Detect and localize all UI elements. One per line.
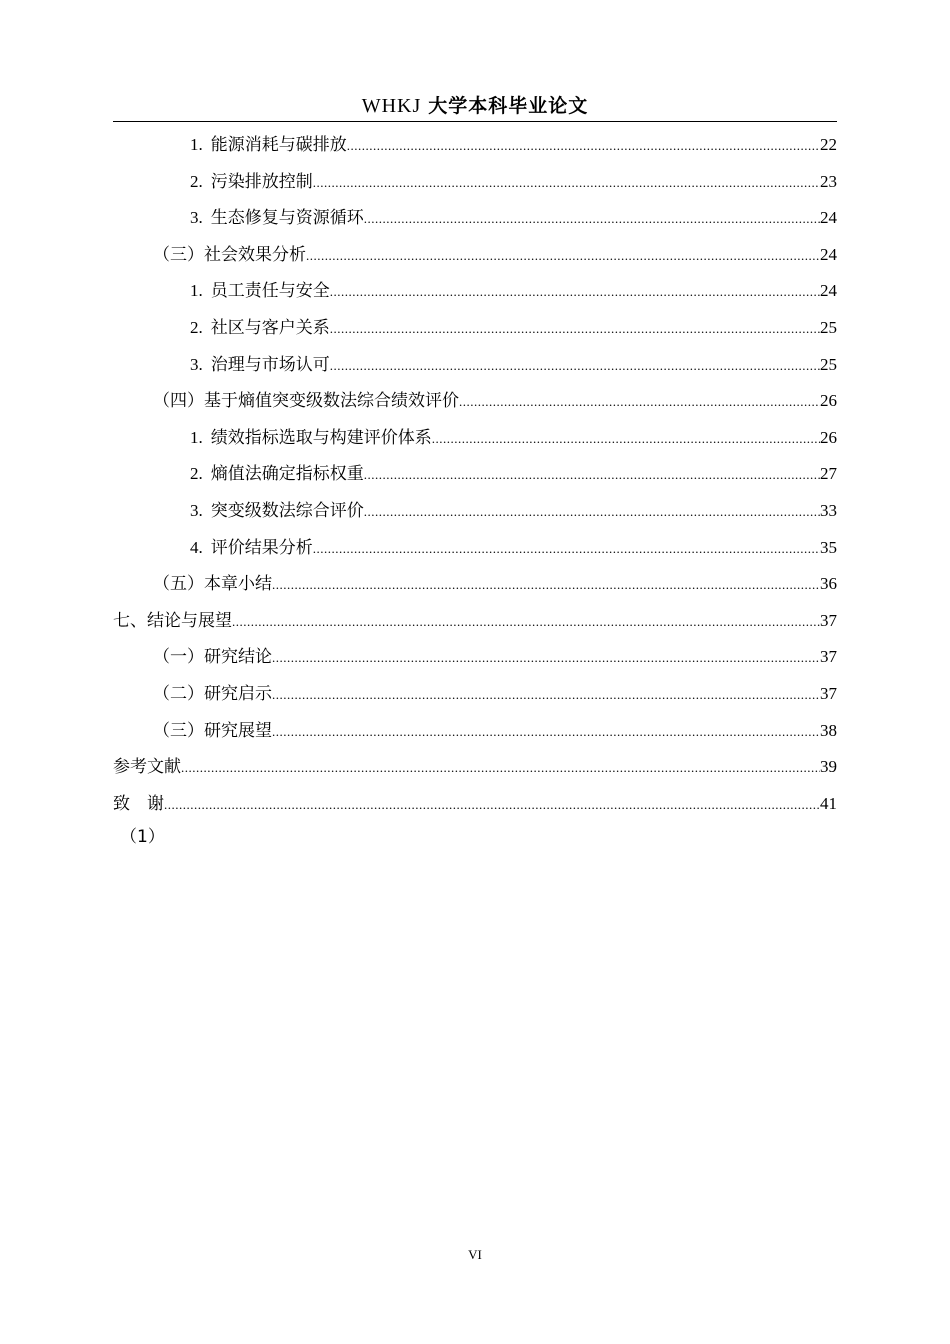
table-of-contents <box>113 127 837 822</box>
toc-entry-page: 38 <box>820 720 837 740</box>
toc-entry-page: 22 <box>820 135 837 154</box>
toc-entry-title: （四）基于熵值突变级数法综合绩效评价 <box>153 391 459 412</box>
footnote-marker: （1） <box>120 827 165 847</box>
toc-entry[interactable] <box>113 493 837 530</box>
header-title-cjk: 大学本科毕业论文 <box>428 95 589 117</box>
toc-entry-page: 36 <box>820 574 837 594</box>
toc-leader-dots <box>272 640 820 677</box>
toc-entry[interactable] <box>113 713 837 750</box>
toc-entry-page: 39 <box>820 757 837 777</box>
toc-leader-dots <box>272 677 820 714</box>
toc-entry-title: 绩效指标选取与构建评价体系 <box>210 427 432 448</box>
toc-entry-number: 3. <box>190 208 203 228</box>
toc-entry-title: 能源消耗与碳排放 <box>210 135 347 155</box>
toc-entry-title: 治理与市场认可 <box>210 354 330 375</box>
toc-entry-title: 突变级数法综合评价 <box>210 500 364 521</box>
toc-entry-number: 2. <box>190 464 203 484</box>
toc-entry-title: 员工责任与安全 <box>210 281 330 302</box>
toc-entry-number: 4. <box>190 537 203 557</box>
toc-entry-page: 25 <box>820 317 837 337</box>
toc-entry-title: 七、结论与展望 <box>113 610 232 631</box>
toc-entry-number: 1. <box>190 427 203 447</box>
toc-entry-title: 社区与客户关系 <box>210 317 330 338</box>
toc-leader-dots <box>164 787 820 824</box>
toc-leader-dots <box>364 201 820 238</box>
toc-entry-title: （三）社会效果分析 <box>153 244 306 265</box>
toc-entry-title: 参考文献 <box>113 757 181 778</box>
toc-entry-page: 26 <box>820 391 837 411</box>
toc-entry-page: 33 <box>820 500 837 520</box>
toc-entry-page: 41 <box>820 793 837 813</box>
toc-entry[interactable] <box>113 603 837 640</box>
toc-leader-dots <box>330 311 820 348</box>
toc-entry-number: 1. <box>190 281 203 301</box>
toc-entry-title: 熵值法确定指标权重 <box>210 464 364 485</box>
toc-entry[interactable] <box>113 786 837 823</box>
toc-entry-page: 37 <box>820 683 837 703</box>
toc-leader-dots <box>306 238 820 275</box>
toc-entry-page: 24 <box>820 244 837 264</box>
toc-leader-dots <box>330 274 820 311</box>
toc-leader-dots <box>181 750 820 787</box>
toc-entry[interactable] <box>113 456 837 493</box>
toc-leader-dots <box>364 494 820 531</box>
toc-entry-number: 2. <box>190 317 203 337</box>
toc-entry-number: 1. <box>190 135 203 154</box>
toc-entry-page: 26 <box>820 427 837 447</box>
toc-entry-page: 24 <box>820 281 837 301</box>
toc-entry-page: 27 <box>820 464 837 484</box>
toc-leader-dots <box>347 128 820 165</box>
toc-entry[interactable] <box>113 749 837 786</box>
toc-entry-page: 37 <box>820 610 837 630</box>
toc-entry[interactable] <box>113 200 837 237</box>
toc-entry[interactable] <box>113 420 837 457</box>
toc-entry[interactable] <box>113 347 837 384</box>
toc-entry[interactable] <box>113 566 837 603</box>
toc-leader-dots <box>432 421 820 458</box>
toc-entry[interactable] <box>113 530 837 567</box>
toc-entry[interactable] <box>113 237 837 274</box>
toc-entry-title: （三）研究展望 <box>153 720 272 741</box>
toc-entry-title: 评价结果分析 <box>210 537 313 558</box>
toc-leader-dots <box>272 714 820 751</box>
toc-entry-title: 污染排放控制 <box>210 171 313 192</box>
toc-leader-dots <box>364 457 820 494</box>
toc-entry-title: （二）研究启示 <box>153 683 272 704</box>
toc-entry-page: 37 <box>820 647 837 667</box>
toc-leader-dots <box>330 348 820 385</box>
toc-entry-page: 25 <box>820 354 837 374</box>
toc-entry-title: 生态修复与资源循环 <box>210 208 364 229</box>
toc-entry-number: 3. <box>190 500 203 520</box>
toc-entry[interactable] <box>113 164 837 201</box>
toc-entry[interactable] <box>113 273 837 310</box>
toc-leader-dots <box>313 531 820 568</box>
toc-entry[interactable] <box>113 676 837 713</box>
toc-entry[interactable] <box>113 127 837 164</box>
toc-entry-page: 23 <box>820 171 837 191</box>
header-title-latin: WHKJ <box>361 95 422 117</box>
toc-entry-title: （五）本章小结 <box>153 574 272 595</box>
page-number: VI <box>468 1247 482 1262</box>
toc-leader-dots <box>313 165 820 202</box>
toc-leader-dots <box>232 604 820 641</box>
page-header <box>113 92 837 122</box>
toc-leader-dots <box>272 567 820 604</box>
toc-entry[interactable] <box>113 310 837 347</box>
toc-entry-title: 致 谢 <box>113 793 164 814</box>
toc-entry-title: （一）研究结论 <box>153 647 272 668</box>
toc-entry-page: 35 <box>820 537 837 557</box>
toc-leader-dots <box>459 384 820 421</box>
toc-entry-page: 24 <box>820 208 837 228</box>
header-title <box>362 95 589 117</box>
toc-entry[interactable] <box>113 639 837 676</box>
toc-entry[interactable] <box>113 383 837 420</box>
toc-entry-number: 3. <box>190 354 203 374</box>
toc-entry-number: 2. <box>190 171 203 191</box>
